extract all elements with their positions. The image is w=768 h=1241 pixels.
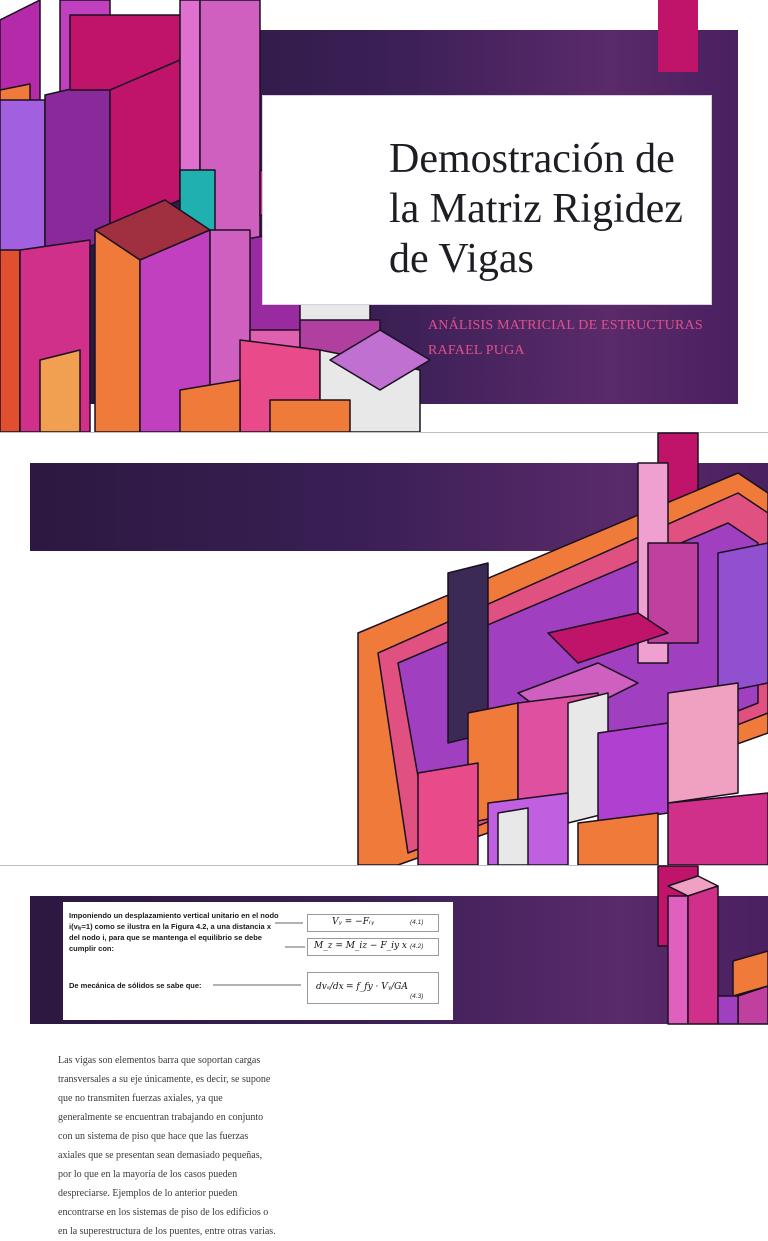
title-line-2: la Matriz Rigidez [389, 186, 683, 232]
equation-3-rhs: = f_fy · Vᵧ/GA [346, 982, 408, 992]
body-line: por lo que en la mayoría de los casos pueden [58, 1169, 238, 1180]
equation-box-1 [307, 914, 439, 932]
doc-line: i(vᵢᵧ=1) como se ilustra en la Figura 4.2, a una distancia x [69, 922, 271, 931]
body-paragraph [58, 1051, 308, 1241]
body-line: Las vigas son elementos barra que soportan cargas [58, 1055, 261, 1066]
body-line: en la superestructura de los puentes, entre otras varias. [58, 1226, 276, 1237]
equation-3-lhs: dvₛ/dx [316, 982, 344, 992]
arrow-line [275, 920, 305, 926]
blocks-illustration-corner [658, 866, 768, 1024]
subtitle-author: RAFAEL PUGA [428, 343, 525, 358]
accent-bar-top [658, 0, 698, 72]
equation-2: M_z = M_iz − F_iy x [314, 941, 407, 951]
slide-title[interactable] [0, 0, 768, 432]
title-box [262, 95, 712, 305]
subtitle-course: ANÁLISIS MATRICIAL DE ESTRUCTURAS [428, 318, 703, 333]
slide-equations[interactable] [0, 866, 768, 1024]
body-line: transversales a su eje únicamente, es decir, se supone [58, 1074, 271, 1085]
equation-box-3 [307, 972, 439, 1004]
blocks-illustration-right [338, 433, 768, 865]
body-line: despreciarse. Ejemplos de lo anterior pueden [58, 1188, 238, 1199]
equation-box-2 [307, 938, 439, 956]
arrow-line [213, 982, 303, 988]
doc-line: cumplir con: [69, 944, 115, 953]
body-line: generalmente se encuentran trabajando en conjunto [58, 1112, 264, 1123]
equation-number-1: (4.1) [410, 919, 424, 926]
equation-number-3: (4.3) [410, 993, 424, 1000]
arrow-line [285, 944, 307, 950]
body-line: axiales que se presentan sean demasiado pequeñas, [58, 1150, 263, 1161]
title-line-3: de Vigas [389, 236, 534, 282]
equation-1: Vᵧ = −Fᵢᵧ [332, 917, 375, 927]
presentation-title [389, 134, 709, 284]
body-line: que no transmiten fuerzas axiales, ya que [58, 1093, 223, 1104]
body-line: encontrarse en los sistemas de piso de los edificios o [58, 1207, 269, 1218]
body-line: con un sistema de piso que hace que las fuerzas [58, 1131, 249, 1142]
equation-document [63, 902, 453, 1020]
doc-line: del nodo i, para que se mantenga el equilibrio se debe [69, 933, 262, 942]
title-line-1: Demostración de [389, 136, 675, 182]
doc-line: De mecánica de sólidos se sabe que: [69, 981, 202, 990]
doc-line: Imponiendo un desplazamiento vertical unitario en el nodo [69, 911, 279, 920]
equation-number-2: (4.2) [410, 943, 424, 950]
